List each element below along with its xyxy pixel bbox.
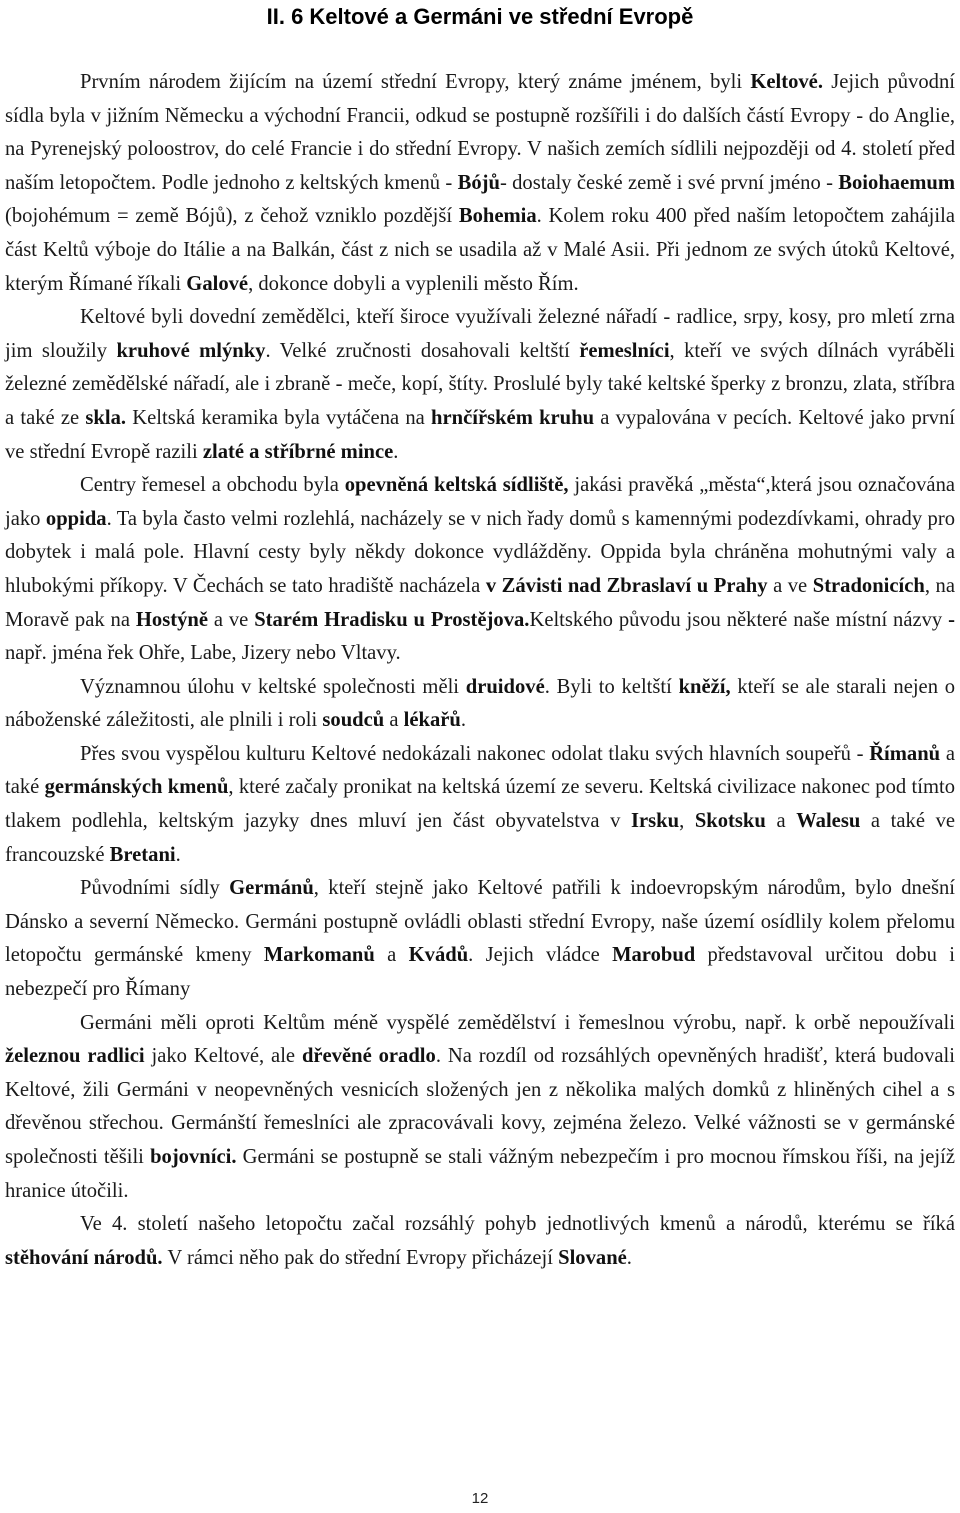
text-run: Keltského původu jsou některé naše místní názvy bbox=[529, 608, 949, 631]
bold-term: Marobud bbox=[612, 944, 696, 967]
text-run: , dokonce dobyli a vyplenili město Řím. bbox=[248, 272, 579, 295]
text-run: . bbox=[175, 843, 181, 866]
text-run: a ve bbox=[767, 574, 813, 597]
bold-term: opevněná keltská sídliště, bbox=[344, 474, 569, 497]
bold-term: Slované bbox=[558, 1246, 627, 1269]
text-run: a také ve francouzské bbox=[5, 810, 956, 866]
text-run: , kteří stejně jako Keltové patřili k indoevropským národům, bylo dnešní Dánsko a severní Německo. Germáni postupně ovládli oblasti střední Evropy, naše území osídlily kolem přelomu letopočtu germánské kmeny bbox=[5, 877, 955, 967]
bold-term: hrnčířském kruhu bbox=[431, 406, 595, 429]
bold-term: Bretani bbox=[109, 843, 176, 866]
text-run: - dostaly české země i své první jméno - bbox=[499, 171, 839, 194]
text-run: . Na rozdíl od rozsáhlých opevněných hradišť, která budovali Keltové, žili Germáni v neopevněných vesnicích složených jen z několika malých domků z hliněných cihel a s dřevěnou střechou. Germánští řemeslníci ale zpracovávali kovy, zejména železo. Velké vážnosti se v germánské společnosti těšili bbox=[5, 1045, 955, 1168]
page-title: II. 6 Keltové a Germáni ve střední Evropě bbox=[266, 4, 694, 29]
bold-term: kruhové mlýnky bbox=[116, 339, 266, 362]
bold-term: zlaté a stříbrné mince bbox=[202, 440, 394, 463]
text-run: . bbox=[393, 440, 399, 463]
text-run: , na Moravě pak na bbox=[5, 574, 955, 631]
bold-term: bojovníci. bbox=[150, 1146, 237, 1168]
text-run: Významnou úlohu v keltské společnosti měli bbox=[80, 675, 466, 698]
text-run: . bbox=[460, 709, 467, 732]
text-run: . Velké zručnosti dosahovali keltští bbox=[265, 339, 580, 362]
text-run: Původními sídly bbox=[80, 877, 230, 900]
bold-term: Markomanů bbox=[263, 944, 375, 967]
text-run: Centry řemesel a obchodu byla bbox=[80, 474, 345, 497]
body-text bbox=[5, 66, 955, 1275]
bold-term: skla. bbox=[85, 406, 127, 429]
text-run: . Jejich vládce bbox=[468, 944, 613, 967]
text-run: a bbox=[374, 944, 409, 967]
text-run: jakási pravěká „města“,která jsou označována jako bbox=[5, 474, 956, 530]
text-run: Keltové byli dovední zemědělci, kteří široce využívali železné nářadí - radlice, srpy, kosy, pro mletí zrna jim sloužily bbox=[5, 306, 955, 362]
text-run: . Ta byla často velmi rozlehlá, nacházely se v nich řady domů s kamennými podezdívkami, ohrady pro dobytek i malá pole. Hlavní cesty byly někdy dokonce vydlážděny. Oppida byla chráněna mohutnými valy a hlubokými příkopy. V Čechách se tato hradiště nacházela bbox=[5, 507, 956, 597]
text-run: a bbox=[384, 709, 404, 732]
bold-term: Skotsku bbox=[694, 810, 766, 833]
paragraph bbox=[5, 1208, 955, 1275]
paragraph bbox=[5, 1007, 955, 1209]
text-run: a také bbox=[5, 742, 955, 799]
bold-term: dřevěné oradlo bbox=[301, 1045, 436, 1068]
bold-term: Walesu bbox=[796, 810, 861, 833]
bold-term: soudců bbox=[322, 709, 385, 732]
bold-term: Římanů bbox=[869, 742, 941, 765]
bold-term: Irsku bbox=[631, 810, 680, 833]
bold-term: Boiohaemum bbox=[838, 171, 955, 194]
bold-term: - bbox=[948, 608, 955, 631]
text-run: představoval určitou dobu i nebezpečí pro Římany bbox=[5, 944, 955, 1001]
text-run: (bojohémum = země Bójů), z čehož vzniklo pozdější bbox=[5, 205, 459, 228]
text-run: . bbox=[626, 1246, 632, 1269]
bold-term: Galové bbox=[186, 272, 249, 295]
paragraph bbox=[5, 301, 955, 469]
text-run: a vypalována v pecích. Keltové jako první ve střední Evropě razili bbox=[5, 406, 955, 463]
bold-term: lékařů bbox=[403, 709, 461, 732]
paragraph bbox=[5, 469, 955, 671]
text-run: Jejich původní sídla byla v jižním Německu a východní Francii, odkud se postupně rozšířili i do dalších částí Evropy - do Anglie, na Pyrenejský poloostrov, do celé Francie i do střední Evropy. V našich zemích sídlili nejpozději od 4. století před naším letopočtem. Podle jednoho z keltských kmenů - bbox=[5, 71, 955, 194]
paragraph bbox=[5, 872, 955, 1006]
text-run: jako Keltové, ale bbox=[144, 1045, 302, 1068]
text-run: . Byli to keltští bbox=[544, 675, 679, 698]
text-run: . Kolem roku 400 před naším letopočtem zahájila část Keltů výboje do Itálie a na Balkán, část z nich se usadila až v Malé Asii. Při jednom ze svých útoků Keltové, kterým Římané říkali bbox=[5, 205, 955, 295]
bold-term: Kvádů bbox=[408, 944, 469, 967]
text-run: V rámci něho pak do střední Evropy přicházejí bbox=[162, 1246, 559, 1269]
bold-term: germánských kmenů bbox=[44, 776, 229, 799]
bold-term: druidové bbox=[465, 675, 545, 698]
bold-term: Stradonicích bbox=[812, 574, 925, 597]
bold-term: Keltové. bbox=[750, 71, 823, 93]
text-run: , které začaly pronikat na keltská území ze severu. Keltská civilizace nakonec pod tímto tlakem podlehla, keltským jazyky dnes mluví jen část obyvatelstva v bbox=[5, 776, 955, 833]
text-run: např. jména řek Ohře, Labe, Jizery nebo Vltavy. bbox=[5, 642, 401, 665]
bold-term: Bójů bbox=[457, 171, 500, 194]
bold-term: kněží, bbox=[678, 675, 731, 698]
text-run: a ve bbox=[207, 608, 255, 631]
paragraph bbox=[5, 671, 955, 738]
text-run: a bbox=[765, 810, 797, 833]
text-run: , bbox=[679, 810, 695, 833]
text-run: Ve 4. století našeho letopočtu začal rozsáhlý pohyb jednotlivých kmenů a národů, kterému se říká bbox=[80, 1213, 955, 1236]
bold-term: řemeslníci bbox=[579, 339, 670, 362]
bold-term: oppida bbox=[45, 507, 107, 530]
bold-term: Bohemia bbox=[458, 205, 537, 228]
text-run: Přes svou vyspělou kulturu Keltové nedokázali nakonec odolat tlaku svých hlavních soupeřů - bbox=[80, 742, 870, 765]
text-run: Germáni měli oproti Keltům méně vyspělé zemědělství i řemeslnou výrobu, např. k orbě nepoužívali bbox=[80, 1011, 955, 1034]
page-number: 12 bbox=[471, 1490, 489, 1507]
text-run: Keltská keramika byla vytáčena na bbox=[126, 406, 432, 429]
bold-term: Starém Hradisku u Prostějova. bbox=[254, 608, 530, 631]
text-run: , kteří ve svých dílnách vyráběli železné zemědělské nářadí, ale i zbraně - meče, kopí, štíty. Proslulé byly také keltské šperky z bronzu, zlata, stříbra a také ze bbox=[5, 339, 955, 429]
text-run: Prvním národem žijícím na území střední Evropy, který známe jménem, byli bbox=[80, 71, 751, 93]
paragraph bbox=[5, 66, 955, 301]
paragraph bbox=[5, 738, 955, 872]
bold-term: Hostýně bbox=[135, 608, 208, 631]
bold-term: Germánů bbox=[229, 877, 314, 900]
text-run: kteří se ale starali nejen o náboženské záležitosti, ale plnili i roli bbox=[5, 675, 956, 732]
text-run: Germáni se postupně se stali vážným nebezpečím i pro mocnou římskou říši, na jejíž hranice útočili. bbox=[5, 1146, 955, 1202]
bold-term: železnou radlici bbox=[5, 1045, 145, 1068]
bold-term: v Závisti nad Zbraslaví u Prahy bbox=[485, 574, 768, 597]
bold-term: stěhování národů. bbox=[5, 1246, 163, 1269]
